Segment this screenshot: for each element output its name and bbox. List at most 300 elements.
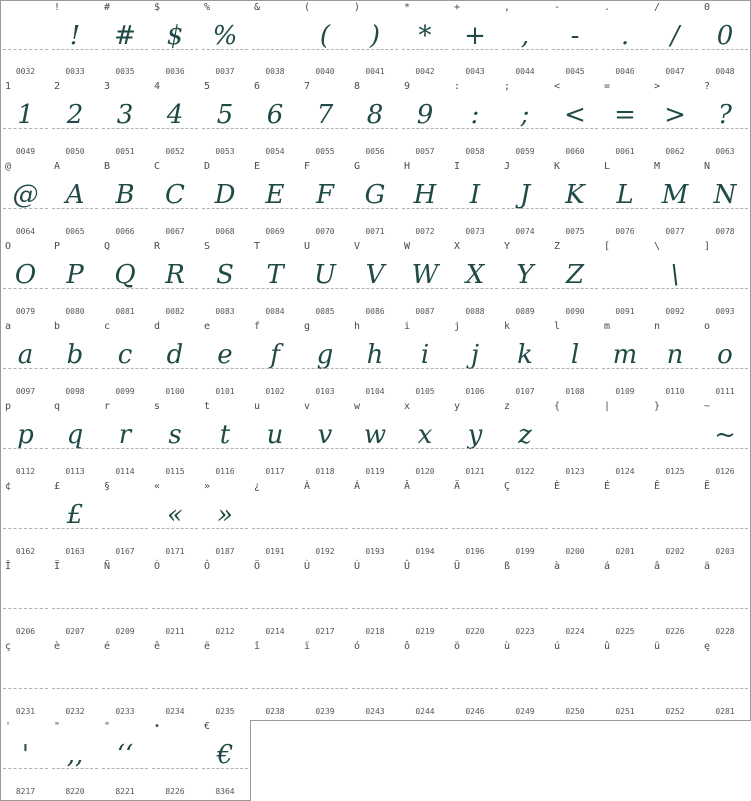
cell-code-point: 0075 [565, 227, 585, 236]
glyph-cell[interactable] [650, 400, 701, 481]
cell-code-point: 0244 [415, 707, 435, 716]
cell-code-point: 0044 [515, 67, 535, 76]
cell-char-label: < [554, 81, 561, 92]
glyph-cell[interactable] [0, 240, 51, 321]
cell-char-label: ß [504, 561, 511, 572]
baseline-guide [552, 368, 598, 369]
glyph-cell[interactable] [700, 560, 751, 641]
cell-code-point: 0105 [415, 387, 435, 396]
glyph-cell[interactable] [0, 0, 51, 81]
cell-code-point: 0066 [115, 227, 135, 236]
cell-char-label: î [254, 641, 261, 652]
glyph-cell[interactable] [450, 560, 501, 641]
glyph-cell[interactable] [150, 720, 201, 801]
glyph-cell[interactable] [200, 480, 251, 561]
cell-code-point: 0223 [515, 627, 535, 636]
glyph-cell[interactable] [250, 0, 301, 81]
glyph-cell[interactable] [350, 0, 401, 81]
glyph-cell[interactable] [650, 80, 701, 161]
baseline-guide [502, 368, 548, 369]
baseline-guide [702, 49, 748, 50]
cell-char-label: u [254, 401, 261, 412]
glyph-cell[interactable] [0, 400, 51, 481]
baseline-guide [152, 608, 198, 609]
glyph-cell[interactable] [350, 240, 401, 321]
cell-code-point: 0232 [65, 707, 85, 716]
baseline-guide [702, 208, 748, 209]
glyph-cell[interactable] [550, 160, 601, 241]
glyph-cell[interactable] [350, 160, 401, 241]
baseline-guide [102, 49, 148, 50]
baseline-guide [452, 208, 498, 209]
glyph-cell[interactable] [600, 80, 651, 161]
glyph-cell[interactable] [550, 80, 601, 161]
baseline-guide [52, 49, 98, 50]
cell-char-label: E [254, 161, 261, 172]
baseline-guide [452, 688, 498, 689]
cell-code-point: 0163 [65, 547, 85, 556]
glyph-cell[interactable] [400, 640, 451, 721]
baseline-guide [452, 288, 498, 289]
glyph-cell[interactable] [150, 640, 201, 721]
glyph-cell[interactable] [250, 320, 301, 401]
glyph-cell[interactable] [700, 0, 751, 81]
cell-char-label: à [554, 561, 561, 572]
glyph-cell[interactable] [200, 320, 251, 401]
glyph-cell[interactable] [500, 560, 551, 641]
glyph-cell[interactable] [0, 720, 51, 801]
cell-glyph-sample: \ [670, 260, 680, 290]
cell-code-point: 0239 [315, 707, 335, 716]
glyph-cell[interactable] [650, 560, 701, 641]
cell-code-point: 0053 [215, 147, 235, 156]
glyph-cell[interactable] [500, 320, 551, 401]
glyph-cell[interactable] [50, 80, 101, 161]
glyph-cell[interactable] [250, 160, 301, 241]
glyph-cell[interactable] [650, 160, 701, 241]
baseline-guide [352, 49, 398, 50]
glyph-cell[interactable] [200, 80, 251, 161]
glyph-cell[interactable] [0, 560, 51, 641]
cell-char-label: / [654, 2, 661, 13]
baseline-guide [3, 688, 48, 689]
baseline-guide [552, 208, 598, 209]
cell-char-label: 7 [304, 81, 311, 92]
glyph-cell[interactable] [50, 480, 101, 561]
baseline-guide [702, 528, 748, 529]
glyph-cell[interactable] [400, 480, 451, 561]
cell-glyph-sample: d [166, 340, 184, 370]
glyph-cell[interactable] [600, 160, 651, 241]
glyph-cell[interactable] [450, 160, 501, 241]
glyph-cell[interactable] [100, 80, 151, 161]
glyph-cell[interactable] [650, 640, 701, 721]
baseline-guide [302, 49, 348, 50]
baseline-guide [552, 448, 598, 449]
cell-glyph-sample: ; [520, 100, 530, 130]
cell-char-label: > [654, 81, 661, 92]
cell-char-label: ) [354, 2, 361, 13]
cell-glyph-sample: a [17, 340, 34, 370]
cell-code-point: 8220 [65, 787, 85, 796]
cell-code-point: 0067 [165, 227, 185, 236]
cell-glyph-sample: » [217, 500, 233, 530]
glyph-cell[interactable] [300, 480, 351, 561]
glyph-cell[interactable] [100, 640, 151, 721]
glyph-cell[interactable] [300, 240, 351, 321]
glyph-cell[interactable] [250, 560, 301, 641]
glyph-cell[interactable] [700, 320, 751, 401]
cell-glyph-sample: K [565, 180, 585, 210]
glyph-cell[interactable] [150, 0, 201, 81]
cell-char-label: À [304, 481, 311, 492]
glyph-cell[interactable] [500, 160, 551, 241]
cell-code-point: 0071 [365, 227, 385, 236]
baseline-guide [152, 688, 198, 689]
baseline-guide [452, 528, 498, 529]
glyph-cell[interactable] [250, 640, 301, 721]
glyph-cell[interactable] [600, 640, 651, 721]
glyph-cell[interactable] [700, 640, 751, 721]
cell-char-label: • [154, 721, 161, 732]
baseline-guide [402, 128, 448, 129]
baseline-guide [652, 368, 698, 369]
glyph-cell[interactable] [0, 640, 51, 721]
cell-code-point: 0084 [265, 307, 285, 316]
glyph-cell[interactable] [150, 160, 201, 241]
baseline-guide [652, 528, 698, 529]
cell-code-point: 0162 [15, 547, 36, 556]
cell-char-label: 9 [404, 81, 411, 92]
cell-char-label: n [654, 321, 661, 332]
cell-char-label: . [604, 2, 611, 13]
cell-char-label: Y [504, 241, 511, 252]
cell-code-point: 0217 [315, 627, 335, 636]
glyph-cell[interactable] [50, 240, 101, 321]
glyph-cell[interactable] [250, 240, 301, 321]
cell-glyph-sample: ( [319, 21, 331, 51]
glyph-cell[interactable] [550, 240, 601, 321]
glyph-cell[interactable] [450, 0, 501, 81]
cell-glyph-sample: $ [166, 21, 184, 51]
glyph-cell[interactable] [350, 320, 401, 401]
glyph-cell[interactable] [300, 320, 351, 401]
cell-glyph-sample: ‘‘ [116, 740, 134, 770]
cell-char-label: J [504, 161, 511, 172]
glyph-cell[interactable] [700, 480, 751, 561]
glyph-cell[interactable] [500, 0, 551, 81]
cell-code-point: 0065 [65, 227, 85, 236]
baseline-guide [152, 368, 198, 369]
glyph-cell[interactable] [400, 240, 451, 321]
glyph-cell[interactable] [150, 240, 201, 321]
baseline-guide [52, 448, 98, 449]
cell-glyph-sample: # [114, 21, 136, 51]
cell-glyph-sample: 6 [266, 100, 284, 130]
glyph-cell[interactable] [600, 480, 651, 561]
cell-code-point: 0121 [465, 467, 485, 476]
baseline-guide [3, 528, 48, 529]
glyph-cell[interactable] [600, 560, 651, 641]
cell-code-point: 8217 [15, 787, 36, 796]
glyph-cell[interactable] [0, 480, 51, 561]
glyph-cell[interactable] [100, 320, 151, 401]
cell-glyph-sample: J [519, 180, 531, 210]
cell-code-point: 0238 [265, 707, 285, 716]
glyph-cell[interactable] [450, 240, 501, 321]
glyph-cell[interactable] [250, 400, 301, 481]
glyph-cell[interactable] [300, 80, 351, 161]
glyph-cell[interactable] [200, 640, 251, 721]
glyph-cell[interactable] [450, 80, 501, 161]
cell-code-point: 0106 [465, 387, 485, 396]
cell-char-label: } [654, 401, 661, 412]
cell-code-point: 0085 [315, 307, 335, 316]
glyph-cell[interactable] [350, 80, 401, 161]
baseline-guide [252, 49, 298, 50]
glyph-cell[interactable] [100, 720, 151, 801]
glyph-cell[interactable] [500, 400, 551, 481]
cell-char-label: » [204, 481, 211, 492]
glyph-cell[interactable] [300, 0, 351, 81]
cell-code-point: 0088 [465, 307, 485, 316]
glyph-cell[interactable] [50, 640, 101, 721]
cell-code-point: 0087 [415, 307, 435, 316]
baseline-guide [252, 288, 298, 289]
glyph-cell[interactable] [50, 400, 101, 481]
glyph-cell[interactable] [450, 640, 501, 721]
cell-glyph-sample: Z [565, 260, 585, 290]
glyph-cell[interactable] [600, 240, 651, 321]
glyph-cell[interactable] [150, 560, 201, 641]
glyph-cell[interactable] [550, 0, 601, 81]
glyph-cell[interactable] [200, 240, 251, 321]
cell-code-point: 0102 [265, 387, 285, 396]
glyph-cell[interactable] [650, 480, 701, 561]
glyph-cell[interactable] [200, 160, 251, 241]
baseline-guide [602, 49, 648, 50]
glyph-cell[interactable] [400, 160, 451, 241]
cell-char-label: r [104, 401, 111, 412]
cell-glyph-sample: I [469, 180, 481, 210]
glyph-cell[interactable] [100, 160, 151, 241]
cell-char-label: l [554, 321, 561, 332]
cell-code-point: 0093 [715, 307, 735, 316]
baseline-guide [452, 49, 498, 50]
cell-code-point: 0099 [115, 387, 135, 396]
glyph-cell[interactable] [50, 720, 101, 801]
cell-glyph-sample: S [216, 260, 234, 290]
glyph-cell[interactable] [350, 640, 401, 721]
cell-char-label: R [154, 241, 161, 252]
cell-char-label: b [54, 321, 61, 332]
baseline-guide [652, 688, 698, 689]
glyph-cell[interactable] [400, 0, 451, 81]
cell-char-label: ! [54, 2, 61, 13]
glyph-cell[interactable] [150, 80, 201, 161]
glyph-cell[interactable] [300, 560, 351, 641]
cell-glyph-sample: 0 [716, 21, 734, 51]
glyph-cell[interactable] [500, 480, 551, 561]
cell-glyph-sample: f [270, 340, 280, 370]
cell-char-label: @ [5, 161, 12, 172]
glyph-cell[interactable] [400, 400, 451, 481]
glyph-cell[interactable] [150, 320, 201, 401]
cell-char-label: q [54, 401, 61, 412]
glyph-cell[interactable] [450, 320, 501, 401]
glyph-cell[interactable] [300, 400, 351, 481]
glyph-cell[interactable] [350, 400, 401, 481]
cell-char-label: " [54, 721, 61, 732]
cell-char-label: ä [704, 561, 711, 572]
glyph-cell[interactable] [550, 320, 601, 401]
glyph-cell[interactable] [0, 160, 51, 241]
cell-char-label: 3 [104, 81, 111, 92]
glyph-cell[interactable] [700, 160, 751, 241]
cell-code-point: 0064 [15, 227, 36, 236]
baseline-guide [252, 528, 298, 529]
cell-char-label: k [504, 321, 511, 332]
cell-char-label: p [5, 401, 12, 412]
cell-glyph-sample: m [612, 340, 638, 370]
glyph-cell[interactable] [350, 480, 401, 561]
glyph-cell[interactable] [400, 80, 451, 161]
cell-code-point: 0048 [715, 67, 735, 76]
glyph-cell[interactable] [100, 0, 151, 81]
cell-char-label: x [404, 401, 411, 412]
glyph-cell[interactable] [700, 400, 751, 481]
glyph-cell[interactable] [50, 160, 101, 241]
glyph-cell[interactable] [600, 400, 651, 481]
cell-char-label: Â [404, 481, 411, 492]
cell-code-point: 0116 [215, 467, 235, 476]
baseline-guide [202, 49, 248, 50]
cell-code-point: 0058 [465, 147, 485, 156]
cell-code-point: 0062 [665, 147, 685, 156]
glyph-cell[interactable] [0, 320, 51, 401]
glyph-cell[interactable] [150, 480, 201, 561]
glyph-cell[interactable] [150, 400, 201, 481]
cell-code-point: 0036 [165, 67, 185, 76]
glyph-cell[interactable] [0, 80, 51, 161]
glyph-cell[interactable] [200, 560, 251, 641]
cell-char-label: g [304, 321, 311, 332]
cell-char-label: ; [504, 81, 511, 92]
cell-code-point: 0037 [215, 67, 235, 76]
glyph-cell[interactable] [550, 560, 601, 641]
cell-glyph-sample: £ [66, 500, 84, 530]
cell-glyph-sample: x [417, 420, 433, 450]
baseline-guide [202, 608, 248, 609]
glyph-cell[interactable] [250, 480, 301, 561]
glyph-cell[interactable] [100, 400, 151, 481]
cell-glyph-sample: O [14, 260, 37, 290]
cell-glyph-sample: . [620, 21, 630, 51]
glyph-cell[interactable] [400, 320, 451, 401]
cell-code-point: 0209 [115, 627, 135, 636]
cell-glyph-sample: z [518, 420, 532, 450]
glyph-cell[interactable] [500, 80, 551, 161]
glyph-cell[interactable] [450, 480, 501, 561]
cell-code-point: 0113 [65, 467, 85, 476]
cell-glyph-sample: U [314, 260, 336, 290]
glyph-cell[interactable] [650, 0, 701, 81]
glyph-cell[interactable] [50, 0, 101, 81]
baseline-guide [502, 128, 548, 129]
glyph-cell[interactable] [700, 80, 751, 161]
cell-char-label: D [204, 161, 211, 172]
glyph-cell[interactable] [500, 640, 551, 721]
cell-code-point: 0070 [315, 227, 335, 236]
glyph-cell[interactable] [600, 320, 651, 401]
glyph-cell[interactable] [300, 640, 351, 721]
baseline-guide [152, 528, 198, 529]
glyph-cell[interactable] [450, 400, 501, 481]
baseline-guide [302, 688, 348, 689]
glyph-cell[interactable] [50, 320, 101, 401]
cell-char-label: d [154, 321, 161, 332]
cell-char-label: o [704, 321, 711, 332]
cell-glyph-sample: p [17, 420, 34, 450]
baseline-guide [552, 288, 598, 289]
baseline-guide [52, 688, 98, 689]
cell-char-label: Ô [204, 561, 211, 572]
baseline-guide [3, 288, 48, 289]
glyph-cell[interactable] [100, 240, 151, 321]
glyph-cell[interactable] [650, 240, 701, 321]
cell-char-label: Ù [304, 561, 311, 572]
cell-glyph-sample: 1 [17, 100, 34, 130]
glyph-cell[interactable] [200, 400, 251, 481]
cell-char-label: { [554, 401, 561, 412]
glyph-cell[interactable] [350, 560, 401, 641]
glyph-cell[interactable] [50, 560, 101, 641]
baseline-guide [52, 128, 98, 129]
cell-char-label: Ú [354, 561, 361, 572]
glyph-cell[interactable] [700, 240, 751, 321]
cell-code-point: 0167 [115, 547, 135, 556]
glyph-cell[interactable] [100, 560, 151, 641]
cell-char-label: ~ [704, 401, 711, 412]
glyph-cell[interactable] [550, 640, 601, 721]
cell-code-point: 0231 [15, 707, 36, 716]
cell-code-point: 0207 [65, 627, 85, 636]
cell-code-point: 0045 [565, 67, 585, 76]
cell-char-label: O [5, 241, 12, 252]
glyph-cell[interactable] [500, 240, 551, 321]
glyph-cell[interactable] [200, 720, 251, 801]
glyph-cell[interactable] [650, 320, 701, 401]
glyph-cell[interactable] [100, 480, 151, 561]
cell-code-point: 0069 [265, 227, 285, 236]
glyph-cell[interactable] [600, 0, 651, 81]
cell-char-label: N [704, 161, 711, 172]
cell-glyph-sample: i [420, 340, 430, 370]
cell-glyph-sample: - [570, 21, 580, 51]
cell-glyph-sample: P [66, 260, 84, 290]
cell-code-point: 0234 [165, 707, 185, 716]
baseline-guide [202, 368, 248, 369]
cell-char-label: V [354, 241, 361, 252]
glyph-cell[interactable] [550, 480, 601, 561]
glyph-cell[interactable] [200, 0, 251, 81]
glyph-cell[interactable] [300, 160, 351, 241]
glyph-cell[interactable] [250, 80, 301, 161]
baseline-guide [102, 368, 148, 369]
glyph-cell[interactable] [550, 400, 601, 481]
cell-glyph-sample: o [717, 340, 733, 370]
glyph-cell[interactable] [400, 560, 451, 641]
